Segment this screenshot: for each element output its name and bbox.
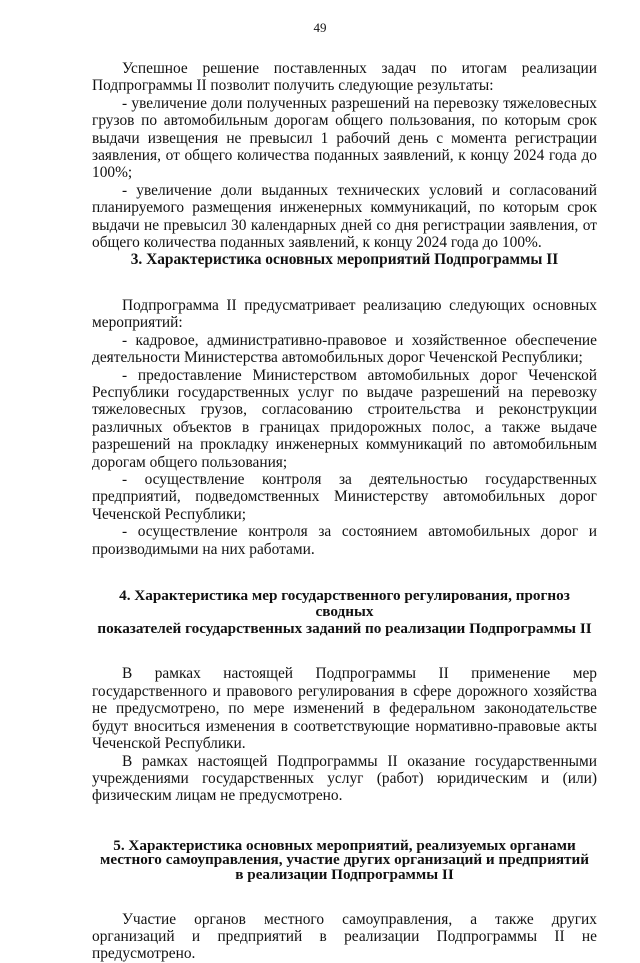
section-3-item-1: - кадровое, административно-правовое и хозяйственное обеспечение деятельности Министерства автомобильных дорог Чеченской Республики; [92,331,597,367]
section-5-paragraph: Участие органов местного самоуправления, а также других организаций и предприятий в реализации Подпрограммы II не предусмотрено. [92,910,597,963]
section-4-paragraph-2: В рамках настоящей Подпрограммы II оказание государственными учреждениями государственных услуг (работ) юридическим и (или) физическим лицам не предусмотрено. [92,752,597,805]
section-5-heading [92,836,597,883]
result-item-2: - увеличение доли выданных технических условий и согласований планируемого размещения инженерных коммуникаций, по которым срок выдачи не превысил 30 календарных дней со дня регистрации заявления, от общего количества поданных заявлений, к концу 2024 года до 100%. [92,181,597,252]
intro-paragraph: Успешное решение поставленных задач по итогам реализации Подпрограммы II позволит получить следующие результаты: [92,60,597,95]
section-4-paragraph-1: В рамках настоящей Подпрограммы II применение мер государственного и правового регулирования в сфере дорожного хозяйства не предусмотрено, по мере изменений в федеральном законодательстве будут вноситься изменения в соответствующие нормативно-правовые акты Чеченской Республики. [92,665,597,753]
section-3-heading: 3. Характеристика основных мероприятий Подпрограммы II [130,251,559,269]
result-item-1: - увеличение доли полученных разрешений на перевозку тяжеловесных грузов по автомобильным дорогам общего пользования, по которым срок выдачи извещения не превысил 1 рабочий день с момента регистрации заявления, от общего количества поданных заявлений, к концу 2024 года до 100%; [92,94,597,182]
section-5-heading-line-3: в реализации Подпрограммы II [235,865,454,883]
section-5-heading-line-1: 5. Характеристика основных мероприятий, реализуемых органами [113,836,576,854]
section-4-heading-line-1: 4. Характеристика мер государственного регулирования, прогноз сводных [119,586,570,621]
page-number: 49 [313,20,327,35]
section-3-item-2: - предоставление Министерством автомобильных дорог Чеченской Республики государственных услуг по выдаче разрешений на перевозку тяжеловесных грузов, согласованию строительства и реконструкции различных объектов в границах придорожных полос, а также выдаче разрешений на прокладку инженерных коммуникаций по автомобильным дорогам общего пользования; [92,366,597,471]
section-4-heading-line-2: показателей государственных заданий по реализации Подпрограммы II [97,619,592,637]
document-body [92,60,597,963]
section-5-heading-line-2: местного самоуправления, участие других организаций и предприятий [99,851,590,869]
section-4-heading [92,588,597,638]
section-3-item-3: - осуществление контроля за деятельностью государственных предприятий, подведомственных Министерству автомобильных дорог Чеченской Республики; [92,470,597,523]
section-3-paragraph: Подпрограмма II предусматривает реализацию следующих основных мероприятий: [92,296,597,332]
section-3-item-4: - осуществление контроля за состоянием автомобильных дорог и производимыми на них работами. [92,523,597,558]
